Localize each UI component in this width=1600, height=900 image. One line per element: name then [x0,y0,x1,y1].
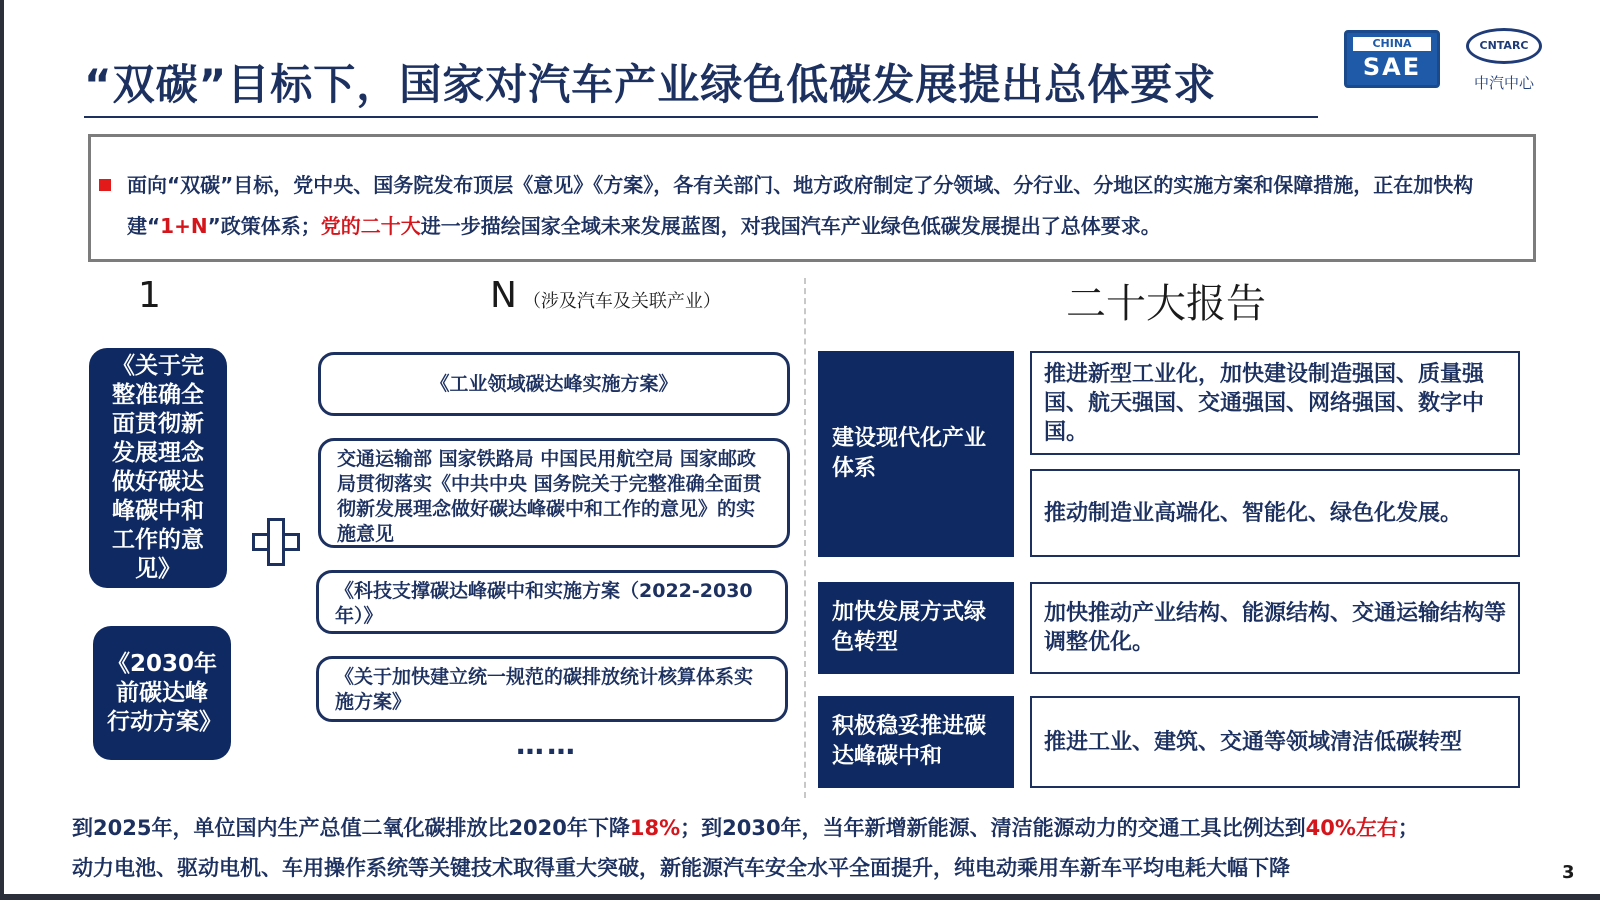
more-ellipsis: …… [516,728,578,761]
footer-text-e: ； [1397,816,1419,840]
report-item-carbon-1: 推进工业、建筑、交通等领域清洁低碳转型 [1030,696,1520,788]
n-doc-industry: 《工业领域碳达峰实施方案》 [318,352,790,416]
catarc-mark: CNTARC [1466,28,1542,64]
logo-sae-top: CHINA [1353,37,1431,51]
report-section-industry: 建设现代化产业体系 [818,351,1014,557]
n-sublabel: （涉及汽车及关联产业） [522,291,721,312]
intro-text-2: ”政策体系； [207,214,321,238]
footer-highlight-40: 40%左右 [1305,816,1398,840]
report-item-industry-1: 推进新型工业化，加快建设制造强国、质量强国、航天强国、交通强国、网络强国、数字中国。 [1030,351,1520,455]
logo-sae-bottom: SAE [1362,53,1422,81]
footer-highlight-18: 18% [629,816,681,840]
column-report-label: 二十大报告 [1066,281,1266,327]
intro-text-1: 面向“双碳”目标，党中央、国务院发布顶层《意见》《方案》，各有关部门、地方政府制定了分领域、分行业、分地区的实施方案和保障措施，正在加快构建“ [127,173,1474,238]
n-doc-statistics: 《关于加快建立统一规范的碳排放统计核算体系实施方案》 [316,656,788,722]
report-section-carbon: 积极稳妥推进碳达峰碳中和 [818,696,1014,788]
one-doc-action-plan: 《2030年前碳达峰行动方案》 [93,626,231,760]
n-doc-tech: 《科技支撑碳达峰碳中和实施方案（2022-2030年）》 [316,570,788,634]
report-section-green: 加快发展方式绿色转型 [818,582,1014,674]
report-item-green-1: 加快推动产业结构、能源结构、交通运输结构等调整优化。 [1030,582,1520,674]
footer-line-1 [72,808,1552,848]
report-item-industry-2: 推动制造业高端化、智能化、绿色化发展。 [1030,469,1520,557]
title-underline [84,116,1318,118]
bullet-icon [99,179,111,191]
intro-box [88,134,1536,262]
column-one-label: 1 [138,275,161,316]
n-doc-transport: 交通运输部 国家铁路局 中国民用航空局 国家邮政局贯彻落实《中共中央 国务院关于完整准确全面贯彻新发展理念做好碳达峰碳中和工作的意见》的实施意见 [318,438,790,548]
slide-title: “双碳”目标下，国家对汽车产业绿色低碳发展提出总体要求 [84,60,1217,109]
intro-highlight-1n: 1+N [160,214,208,238]
intro-text-3: 进一步描绘国家全域未来发展蓝图，对我国汽车产业绿色低碳发展提出了总体要求。 [420,214,1161,238]
catarc-logo [1464,28,1544,93]
china-sae-logo [1344,30,1440,88]
plus-icon [252,518,300,566]
footer-line-2: 动力电池、驱动电机、车用操作系统等关键技术取得重大突破，新能源汽车安全水平全面提升，纯电动乘用车新车平均电耗大幅下降 [72,856,1290,880]
footer-text-c: ；到2030年，当年新增新能源、清洁能源动力的交通工具比例达到 [680,816,1306,840]
one-doc-opinion: 《关于完整准确全面贯彻新发展理念做好碳达峰碳中和工作的意见》 [89,348,227,588]
n-label: N [490,275,517,316]
footer-text-a: 到2025年，单位国内生产总值二氧化碳排放比2020年下降 [72,816,630,840]
column-divider [804,278,806,798]
intro-highlight-20th: 党的二十大 [320,214,421,238]
catarc-name: 中汽中心 [1473,74,1534,92]
column-n-label [490,275,721,316]
page-number: 3 [1562,862,1575,883]
footer-targets [72,808,1552,888]
